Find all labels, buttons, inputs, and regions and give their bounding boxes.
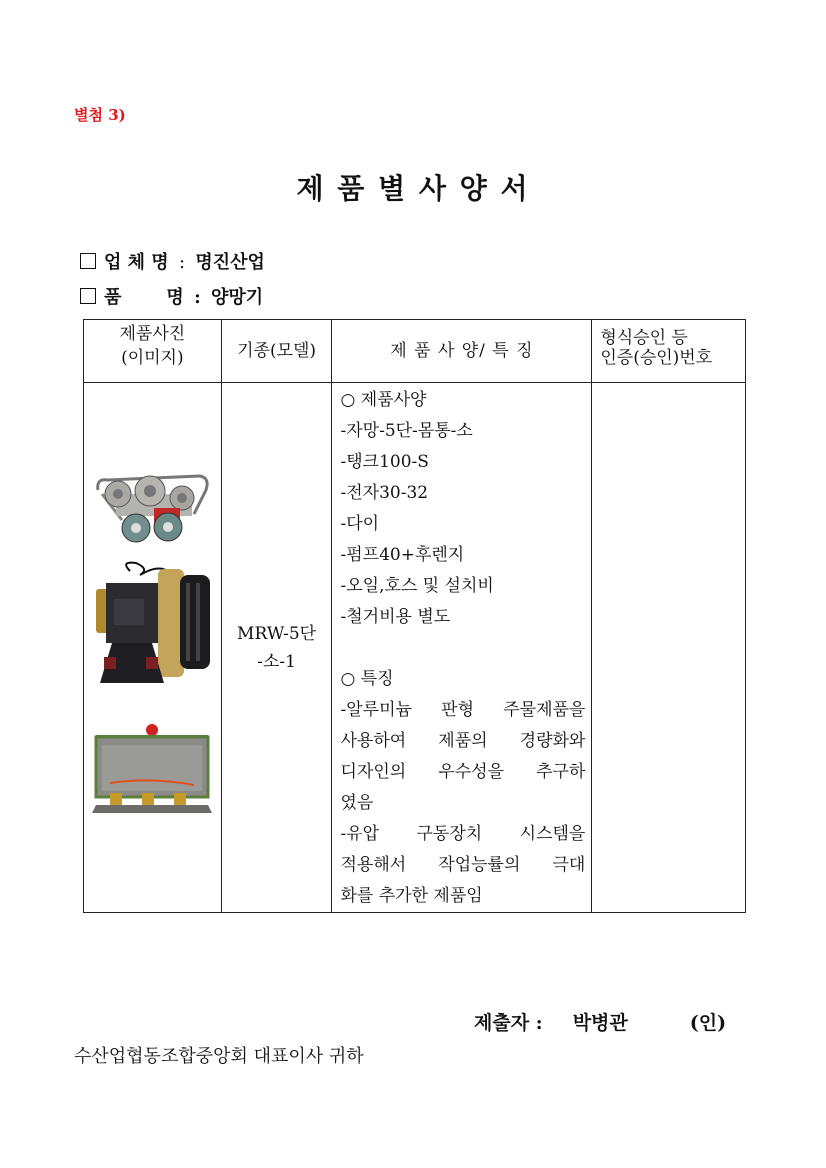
spec-item: -오일,호스 및 설치비	[340, 576, 494, 596]
photo-cell	[84, 383, 222, 913]
header-photo-line1: 제품사진	[119, 324, 186, 344]
product-field	[80, 283, 263, 309]
feature-line: 사용하여 제품의 경량화와	[340, 731, 586, 751]
cert-cell	[592, 383, 746, 913]
spec-heading: ○ 제품사양	[340, 390, 427, 410]
spec-item: -자망-5단-몸통-소	[340, 421, 473, 441]
header-photo	[84, 320, 222, 383]
seal-mark: (인)	[689, 1012, 727, 1034]
table-header-row	[84, 320, 746, 383]
header-spec: 제 품 사 양/ 특 징	[332, 320, 592, 383]
submitter-name: 박병관	[572, 1012, 628, 1034]
hydraulic-tank-photo	[90, 721, 214, 821]
annex-label: 별첨 3)	[74, 106, 126, 124]
header-cert	[592, 320, 746, 383]
hydraulic-motor-pulley-photo	[90, 561, 214, 691]
header-photo-line2: (이미지)	[121, 348, 184, 368]
company-field	[80, 248, 265, 274]
feature-line: 디자인의 우수성을 추구하	[340, 762, 586, 782]
spec-item: -탱크100-S	[340, 452, 429, 472]
spec-item: -펌프40+후렌지	[340, 545, 465, 565]
product-label-a: 품	[104, 287, 122, 308]
checkbox-icon	[80, 253, 96, 269]
feature-line: -유압 구동장치 시스템을	[340, 824, 586, 844]
spec-item: -전자30-32	[340, 483, 429, 503]
product-value: 양망기	[211, 287, 264, 308]
header-cert-line2: 인증(승인)번호	[600, 348, 713, 368]
spec-cell	[332, 383, 592, 913]
feature-line: -알루미늄 판형 주물제품을	[340, 700, 586, 720]
header-model: 기종(모델)	[221, 320, 332, 383]
company-value: 명진산업	[195, 252, 265, 273]
submitter-line	[474, 1008, 726, 1035]
addressee: 수산업협동조합중앙회 대표이사 귀하	[74, 1046, 364, 1067]
company-label: 업 체 명	[104, 252, 169, 273]
spec-item: -다이	[340, 514, 380, 534]
spec-item: -철거비용 별도	[340, 607, 451, 627]
header-cert-line1: 형식승인 등	[600, 328, 688, 348]
checkbox-icon	[80, 288, 96, 304]
feature-line: 적용해서 작업능률의 극대	[340, 855, 586, 875]
submitter-label: 제출자 :	[474, 1012, 543, 1034]
product-label-b: 명	[166, 287, 184, 308]
document-title: 제 품 별 사 양 서	[296, 172, 530, 205]
table-row	[84, 383, 746, 913]
model-line1: MRW-5단	[237, 623, 317, 644]
model-cell	[221, 383, 332, 913]
product-separator: :	[194, 287, 201, 308]
roller-assembly-photo	[92, 470, 212, 550]
feature-line: 화를 추가한 제품임	[340, 886, 483, 906]
feature-heading: ○ 특징	[340, 669, 394, 689]
feature-line: 였음	[340, 793, 374, 813]
model-line2: -소-1	[257, 651, 296, 672]
company-separator: :	[178, 252, 186, 273]
spec-table	[83, 319, 746, 913]
